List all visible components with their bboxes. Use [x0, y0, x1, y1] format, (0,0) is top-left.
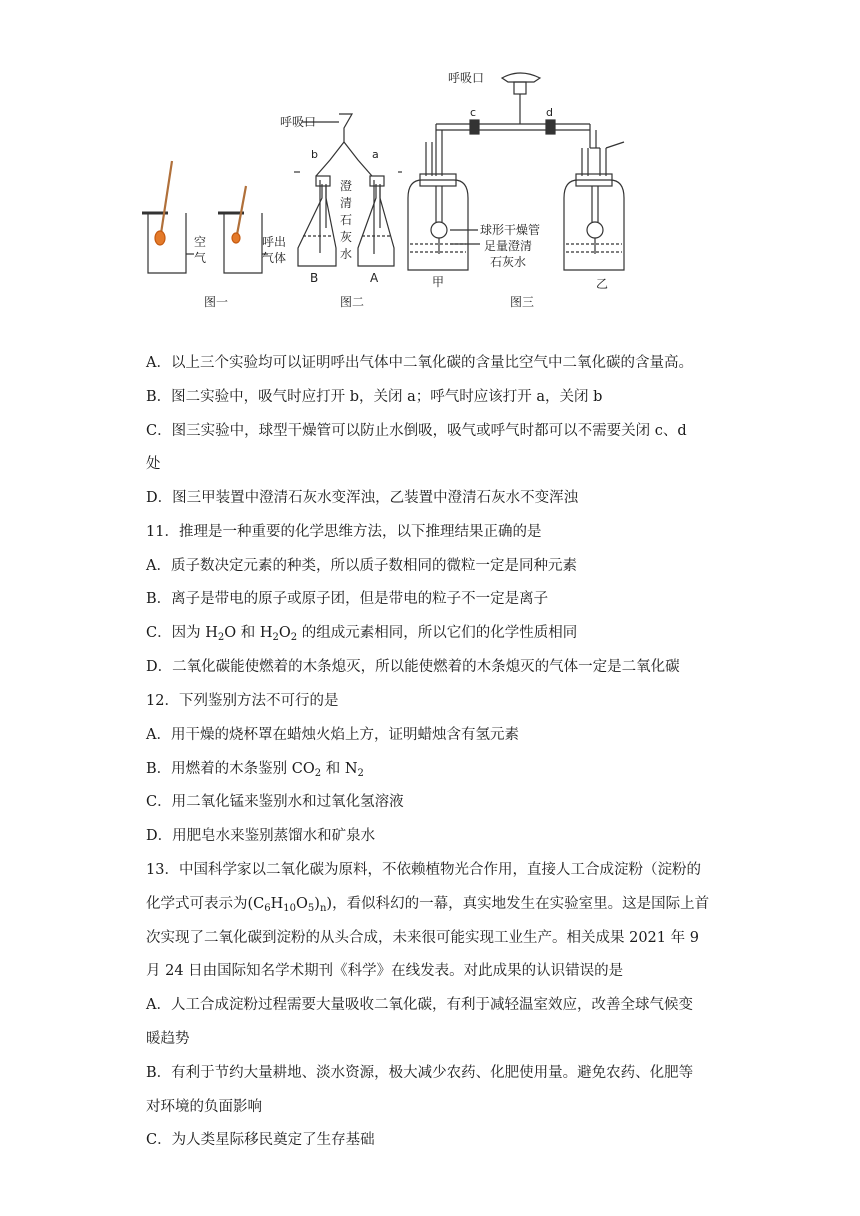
q10-option-b: B．图二实验中，吸气时应打开 b，关闭 a；呼气时应该打开 a，关闭 b: [146, 389, 603, 405]
flame-icon: [232, 233, 240, 243]
q10-option-c: C．图三实验中，球型干燥管可以防止水倒吸，吸气或呼气时都可以不需要关闭 c、d: [146, 423, 687, 439]
q11-option-a: A．质子数决定元素的种类，所以质子数相同的微粒一定是同种元素: [146, 558, 577, 574]
limewater-label-char: 澄: [340, 179, 353, 193]
q11-option-d: D．二氧化碳能使燃着的木条熄灭，所以能使燃着的木条熄灭的气体一定是二氧化碳: [146, 659, 680, 675]
q13-stem-line1: 13．中国科学家以二氧化碳为原料，不依赖植物光合作用，直接人工合成淀粉（淀粉的: [146, 862, 701, 878]
flask-a-label: A: [370, 271, 379, 285]
q13-option-c: C．为人类星际移民奠定了生存基础: [146, 1132, 375, 1148]
limewater-label-char: 水: [340, 247, 353, 261]
q13-option-b-cont: 对环境的负面影响: [146, 1099, 262, 1115]
limewater-label-char: 清: [340, 196, 353, 210]
experiment-figure: [130, 58, 650, 320]
q13-stem-line4: 月 24 日由国际知名学术期刊《科学》在线发表。对此成果的认识错误的是: [146, 963, 624, 979]
q12-option-d: D．用肥皂水来鉴别蒸馏水和矿泉水: [146, 828, 376, 844]
q11-option-c: C．因为 $H_2O$ 和 $H_2O_2$ 的组成元素相同，所以它们的化学性质相同: [146, 625, 578, 643]
mouthpiece-label: 呼吸口: [448, 71, 485, 85]
q13-stem-line2: 化学式可表示为$(C_6H_{10}O_5)_n$)，看似科幻的一幕，真实地发生在实验室里。这是国际上首: [146, 896, 710, 914]
valve-a-label: a: [372, 148, 379, 161]
q12-option-c: C．用二氧化锰来鉴别水和过氧化氢溶液: [146, 794, 404, 810]
exhaled-gas-label: 气体: [262, 251, 287, 265]
flask-b-label: B: [310, 271, 319, 285]
valve-b-label: b: [311, 148, 318, 161]
air-label-char: 气: [194, 251, 207, 265]
q12-option-b: B．用燃着的木条鉴别 $CO_2$ 和 $N_2$: [146, 761, 364, 779]
exhaled-gas-label: 呼出: [262, 235, 287, 249]
jia-label: 甲: [432, 275, 445, 289]
figure1-caption: 图一: [204, 295, 229, 309]
flame-icon: [155, 231, 165, 245]
q10-option-c-cont: 处: [146, 456, 161, 472]
limewater-sufficient-label: 石灰水: [490, 255, 527, 269]
q10-option-d: D．图三甲装置中澄清石灰水变浑浊，乙装置中澄清石灰水不变浑浊: [146, 490, 579, 506]
q12-option-a: A．用干燥的烧杯罩在蜡烛火焰上方，证明蜡烛含有氢元素: [146, 727, 519, 743]
q12-stem: 12．下列鉴别方法不可行的是: [146, 693, 339, 709]
limewater-sufficient-label: 足量澄清: [484, 239, 533, 253]
q13-stem-line3: 次实现了二氧化碳到淀粉的从头合成，未来很可能实现工业生产。相关成果 2021 年 9: [146, 930, 699, 946]
drying-tube-label: 球形干燥管: [480, 223, 541, 237]
q11-option-b: B．离子是带电的原子或原子团，但是带电的粒子不一定是离子: [146, 591, 549, 607]
valve-c-label: c: [470, 106, 477, 119]
air-label-char: 空: [194, 235, 207, 249]
q13-option-a-cont: 暖趋势: [146, 1031, 190, 1047]
mouthpiece-label: 呼吸口: [280, 115, 317, 129]
yi-label: 乙: [596, 277, 609, 291]
q13-option-b: B．有利于节约大量耕地、淡水资源，极大减少农药、化肥使用量。避免农药、化肥等: [146, 1065, 694, 1081]
q11-stem: 11．推理是一种重要的化学思维方法，以下推理结果正确的是: [146, 524, 542, 540]
q13-option-a: A．人工合成淀粉过程需要大量吸收二氧化碳，有利于减轻温室效应，改善全球气候变: [146, 997, 693, 1013]
q10-option-a: A．以上三个实验均可以证明呼出气体中二氧化碳的含量比空气中二氧化碳的含量高。: [146, 355, 693, 371]
limewater-label-char: 石: [340, 213, 353, 227]
figure3-caption: 图三: [510, 295, 535, 309]
figure2-caption: 图二: [340, 295, 365, 309]
limewater-label-char: 灰: [340, 230, 353, 244]
valve-d-label: d: [546, 106, 553, 119]
